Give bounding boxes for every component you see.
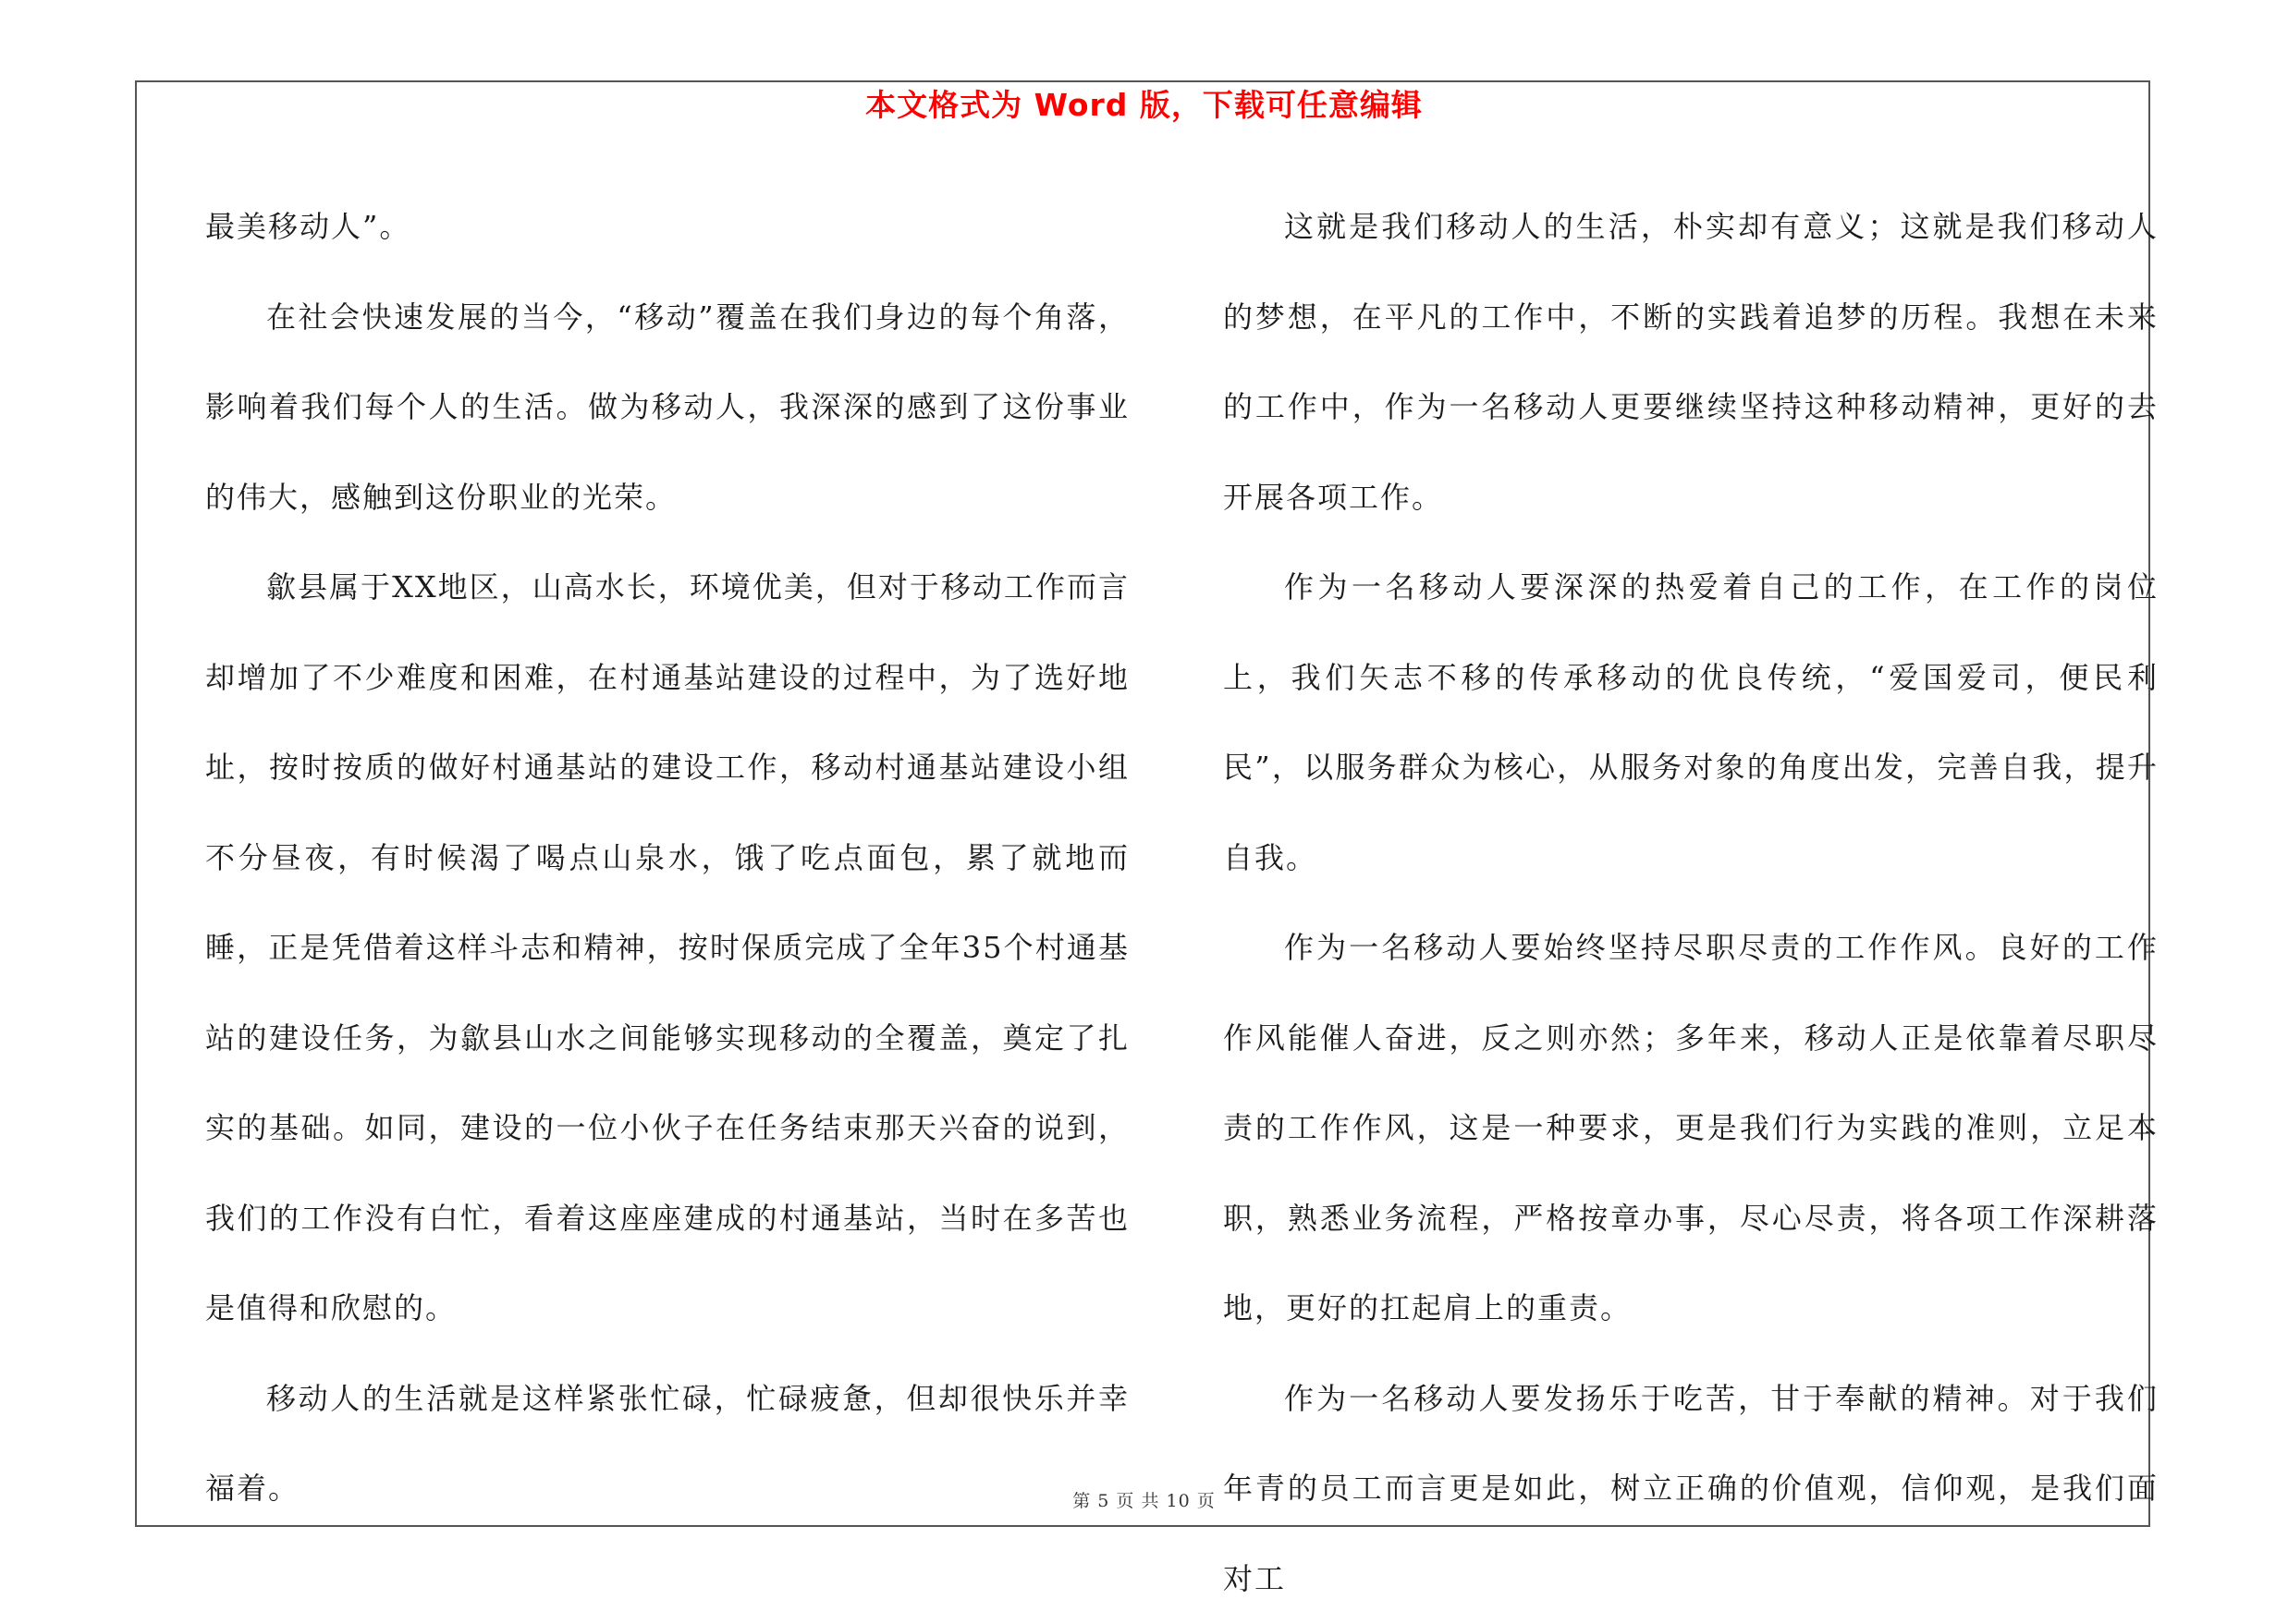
paragraph: 作为一名移动人要始终坚持尽职尽责的工作作风。良好的工作作风能催人奋进，反之则亦然；多年来，移动人正是依靠着尽职尽责的工作作风，这是一种要求，更是我们行为实践的准则，立足本职，熟悉业务流程，严格按章办事，尽心尽责，将各项工作深耕落地，更好的扛起肩上的重责。 <box>1223 903 2159 1354</box>
paragraph: 在社会快速发展的当今，“移动”覆盖在我们身边的每个角落，影响着我们每个人的生活。做为移动人，我深深的感到了这份事业的伟大，感触到这份职业的光荣。 <box>205 273 1130 543</box>
right-column <box>1223 182 2159 1624</box>
paragraph: 作为一名移动人要发扬乐于吃苦，甘于奉献的精神。对于我们年青的员工而言更是如此，树立正确的价值观，信仰观，是我们面对工 <box>1223 1354 2159 1624</box>
paragraph: 作为一名移动人要深深的热爱着自己的工作，在工作的岗位上，我们矢志不移的传承移动的优良传统，“爱国爱司，便民利民”，以服务群众为核心，从服务对象的角度出发，完善自我，提升自我。 <box>1223 543 2159 903</box>
page-number: 第 5 页 共 10 页 <box>0 1487 2288 1512</box>
paragraph: 这就是我们移动人的生活，朴实却有意义；这就是我们移动人的梦想，在平凡的工作中，不断的实践着追梦的历程。我想在未来的工作中，作为一名移动人更要继续坚持这种移动精神，更好的去开展各项工作。 <box>1223 182 2159 543</box>
paragraph: 移动人的生活就是这样紧张忙碌，忙碌疲惫，但却很快乐并幸福着。 <box>205 1354 1130 1534</box>
paragraph: 最美移动人”。 <box>205 182 1130 273</box>
left-column <box>205 182 1130 1534</box>
word-format-notice: 本文格式为 Word 版，下载可任意编辑 <box>0 81 2288 125</box>
paragraph: 歙县属于XX地区，山高水长，环境优美，但对于移动工作而言却增加了不少难度和困难，在村通基站建设的过程中，为了选好地址，按时按质的做好村通基站的建设工作，移动村通基站建设小组不分昼夜，有时候渴了喝点山泉水，饿了吃点面包，累了就地而睡，正是凭借着这样斗志和精神，按时保质完成了全年35个村通基站的建设任务，为歙县山水之间能够实现移动的全覆盖，奠定了扎实的基础。如同，建设的一位小伙子在任务结束那天兴奋的说到，我们的工作没有白忙，看着这座座建成的村通基站，当时在多苦也是值得和欣慰的。 <box>205 543 1130 1354</box>
